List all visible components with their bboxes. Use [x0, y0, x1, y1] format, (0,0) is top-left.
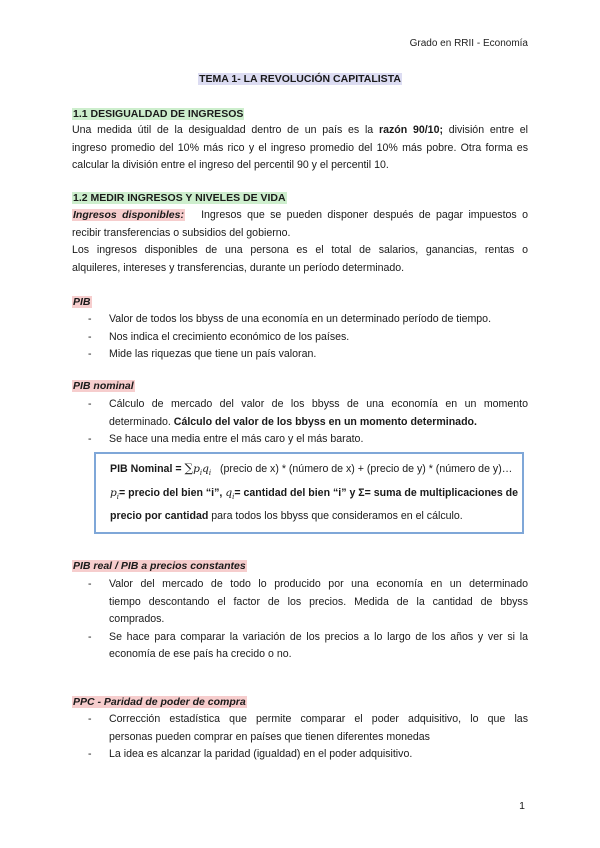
formula-line-3: precio por cantidad para todos los bbyss que consideramos en el cálculo. [110, 510, 463, 522]
pib-real-list [88, 576, 528, 664]
list-item: - Se hace una media entre el más caro y el más barato. [88, 433, 364, 445]
formula-line-1: PIB Nominal = $\sum p_iq_i$ (precio de x) * (número de x) + (precio de y) * (número de y)… [110, 461, 513, 477]
section-heading-1-2: 1.2 MEDIR INGRESOS Y NIVELES DE VIDA [73, 192, 286, 204]
list-item: - Corrección estadística que permite comparar el poder adquisitivo, lo que las personas pueden comprar en países que tienen diferentes monedas [88, 713, 528, 743]
ppc-heading: PPC - Paridad de poder de compra [73, 696, 246, 708]
list-item: - Nos indica el crecimiento económico de los países. [88, 330, 350, 343]
list-item: - Valor de todos los bbyss de una economía en un determinado período de tiempo. [88, 313, 492, 325]
section-1-2-paragraph: Ingresos disponibles: Ingresos que se pueden disponer después de pagar impuestos o recibir transferencias o subsidios del gobierno. Los ingresos disponibles de una persona es el total de salarios, ganancias, rentas o alquileres, intereses y transferencias, durante un período determinado. [72, 209, 528, 274]
page-header: Grado en RRII - Economía [409, 38, 528, 49]
pib-nominal-list [88, 396, 528, 449]
pib-real-heading: PIB real / PIB a precios constantes [73, 560, 246, 572]
section-1-1-paragraph: Una medida útil de la desigualdad dentro de un país es la razón 90/10; división entre el ingreso promedio del 10% más rico y el ingreso promedio del 10% más pobre. Otra forma es calcular la división entre el ingreso del percentil 90 y el percentil 10. [72, 124, 528, 171]
formula-box [94, 452, 524, 534]
ppc-list [88, 711, 528, 764]
section-heading-1-1: 1.1 DESIGUALDAD DE INGRESOS [73, 108, 244, 120]
pib-list [88, 311, 528, 364]
formula-line-2: $p_i=$ precio del bien “i”, $q_i=$ cantidad del bien “i” y Σ= suma de multiplicaciones de [110, 487, 519, 501]
pib-heading: PIB [73, 296, 91, 308]
page-number: 1 [519, 800, 525, 812]
list-item: - Se hace para comparar la variación de los precios a lo largo de los años y ver si la economía de ese país ha crecido o no. [88, 630, 528, 660]
pib-nominal-heading: PIB nominal [73, 380, 134, 392]
list-item: - La idea es alcanzar la paridad (igualdad) en el poder adquisitivo. [88, 748, 413, 760]
list-item: - Cálculo de mercado del valor de los bbyss de una economía en un momento determinado. Cálculo del valor de los bbyss en un momento determinado. [88, 398, 528, 428]
list-item: - Mide las riquezas que tiene un país valoran. [88, 348, 317, 360]
document-title: TEMA 1- LA REVOLUCIÓN CAPITALISTA [199, 73, 401, 85]
list-item: - Valor del mercado de todo lo producido por una economía en un determinado tiempo descontando el factor de los precios. Medida de la cantidad de bbyss comprados. [88, 578, 528, 625]
sigma-symbol: ∑ [184, 461, 194, 475]
